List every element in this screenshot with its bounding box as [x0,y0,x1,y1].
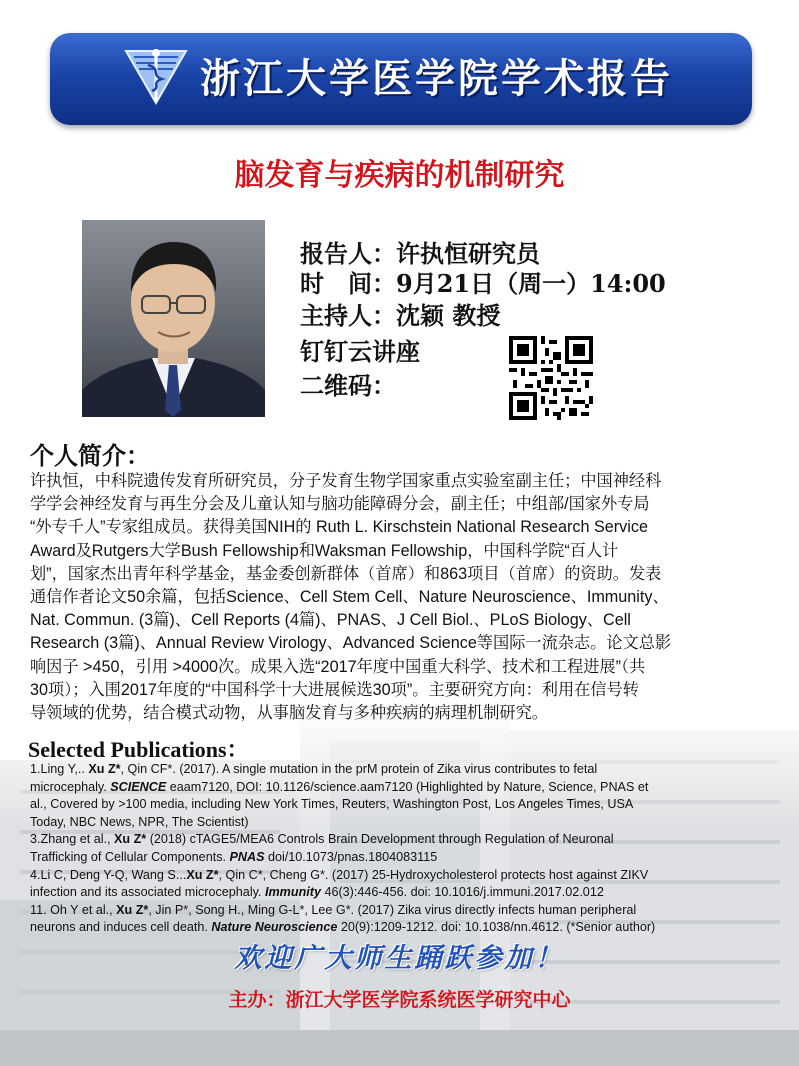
platform-label: 钉钉云讲座 [300,337,420,366]
publication-line: infection and its associated microcephaly. Immunity 46(3):446-456. doi: 10.1016/j.immuni.2017.02.012 [30,885,604,900]
bio-line: “外专千人”专家组成员。获得美国NIH的 Ruth L. Kirschstein National Research Service [30,518,648,537]
speaker-value: 许执恒研究员 [396,239,540,268]
publications-heading: Selected Publications： [28,737,249,762]
header-title: 浙江大学医学院学术报告 [200,56,673,102]
publication-line: 1.Ling Y,.. Xu Z*, Qin CF*. (2017). A single mutation in the prM protein of Zika virus contributes to fetal [30,762,598,776]
bio-line: 许执恒，中科院遗传发育所研究员，分子发育生物学国家重点实验室副主任；中国神经科 [30,472,662,490]
bio-line: 划”，国家杰出青年科学基金，基金委创新群体（首席）和863项目（首席）的资助。发表 [30,564,662,583]
qr-label: 二维码： [300,371,396,400]
publication-line: Today, NBC News, NPR, The Scientist) [30,814,249,829]
host-label: 主持人： [300,301,396,330]
bio-line: 通信作者论文50余篇，包括Science、Cell Stem Cell、Nature Neuroscience、Immunity、 [30,588,669,607]
bio-line: Nat. Commun. (3篇)、Cell Reports (4篇)、PNAS、J Cell Biol.、PLoS Biology、Cell [30,611,631,630]
header-banner [50,33,752,125]
welcome-slogan: 欢迎广大师生踊跃参加！ [234,943,565,974]
bio-line: 导领域的优势，结合模式动物，从事脑发育与多种疾病的病理机制研究。 [30,704,548,723]
time-row [300,264,666,299]
speaker-photo [82,220,265,417]
bio-line: Research (3篇)、Annual Review Virology、Advanced Science等国际一流杂志。论文总影 [30,634,672,653]
publication-line: microcephaly. SCIENCE eaam7120, DOI: 10.1126/science.aam7120 (Highlighted by Nature, Science, PNAS et [30,779,649,794]
publication-line: neurons and induces cell death. Nature Neuroscience 20(9):1209-1212. doi: 10.1038/nn.4612. (*Senior author) [30,920,656,935]
qr-code-icon[interactable] [508,336,594,420]
bio-heading: 个人简介： [30,442,150,470]
publication-line: 4.Li C, Deng Y-Q, Wang S...Xu Z*, Qin C*, Cheng G*. (2017) 25-Hydroxycholesterol protects host against ZIKV [30,867,649,882]
publication-line: Trafficking of Cellular Components. PNAS doi/10.1073/pnas.1804083115 [30,849,438,864]
bio-text [30,470,775,725]
time-value: 9月21日（周一）14:00 [396,269,666,298]
organizer-text: 主办：浙江大学医学院系统医学研究中心 [228,989,571,1011]
bio-line: 学学会神经发育与再生分会及儿童认知与脑功能障碍分会，副主任；中组部/国家外专局 [30,495,650,514]
host-value: 沈颖 教授 [396,301,501,330]
bio-line: 响因子 >450，引用 >4000次。成果入选“2017年度中国重大科学、技术和工程进展”（共 [30,657,646,676]
speaker-label: 报告人： [300,239,396,268]
publication-line: 11. Oh Y et al., Xu Z*, Jin P*, Song H., Ming G-L*, Lee G*. (2017) Zika virus directly infects human peripheral [30,902,637,917]
bio-line: Award及Rutgers大学Bush Fellowship和Waksman Fellowship，中国科学院“百人计 [30,541,619,560]
talk-title: 脑发育与疾病的机制研究 [234,158,565,193]
caduceus-logo-icon [122,45,190,107]
host-row [300,296,500,331]
time-label: 时 间： [300,269,396,298]
bio-line: 30项）；入围2017年度的“中国科学十大进展候选30项”。主要研究方向：利用在信号转 [30,680,639,699]
publication-line: al., Covered by >100 media, including New York Times, Reuters, Washington Post, Los Angeles Times, USA [30,797,634,812]
publications-list [30,761,778,937]
publication-line: 3.Zhang et al., Xu Z* (2018) cTAGE5/MEA6 Controls Brain Development through Regulation of Neuronal [30,832,614,847]
